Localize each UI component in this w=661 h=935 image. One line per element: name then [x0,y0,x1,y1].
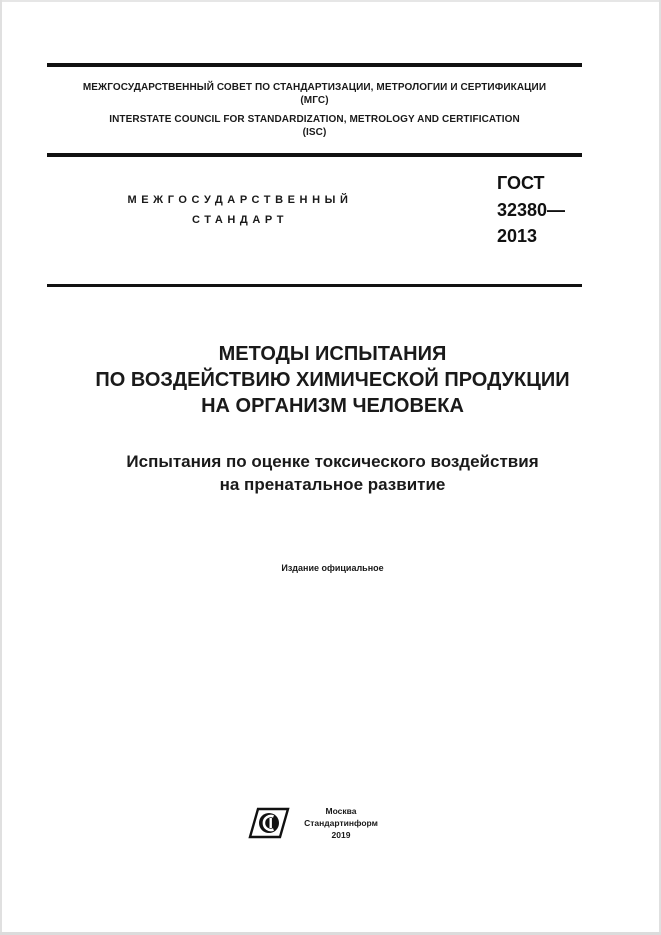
publisher-name: Стандартинформ [304,818,378,828]
page-edge [0,0,2,935]
document-subtitle-line2: на пренатальное развитие [219,475,446,494]
council-name-en: INTERSTATE COUNCIL FOR STANDARDIZATION, METROLOGY AND CERTIFICATION [109,114,520,125]
publisher-city: Москва [325,806,357,816]
top-rule [47,63,582,67]
council-abbr-ru: (МГС) [300,95,329,106]
document-title-line3: НА ОРГАНИЗМ ЧЕЛОВЕКА [201,395,464,417]
standard-type-line1: МЕЖГОСУДАРСТВЕННЫЙ [127,194,353,206]
document-subtitle-line1: Испытания по оценке токсического воздействия [126,452,539,471]
edition-label: Издание официальное [281,563,384,573]
standartinform-logo-icon [247,806,291,840]
header-divider [47,153,582,157]
council-abbr-en: (ISC) [302,127,327,138]
document-title-line1: МЕТОДЫ ИСПЫТАНИЯ [218,343,447,365]
gost-year: 2013 [497,226,538,246]
standard-type-line2: СТАНДАРТ [191,214,289,226]
document-title-line2: ПО ВОЗДЕЙСТВИЮ ХИМИЧЕСКОЙ ПРОДУКЦИИ [95,369,570,391]
publication-year: 2019 [331,830,351,840]
council-name-ru: МЕЖГОСУДАРСТВЕННЫЙ СОВЕТ ПО СТАНДАРТИЗАЦИИ, МЕТРОЛОГИИ И СЕРТИФИКАЦИИ [82,82,547,93]
page-edge [0,0,661,2]
gost-number: 32380— [497,200,566,220]
gost-prefix: ГОСТ [497,173,545,193]
designation-divider [47,284,582,287]
